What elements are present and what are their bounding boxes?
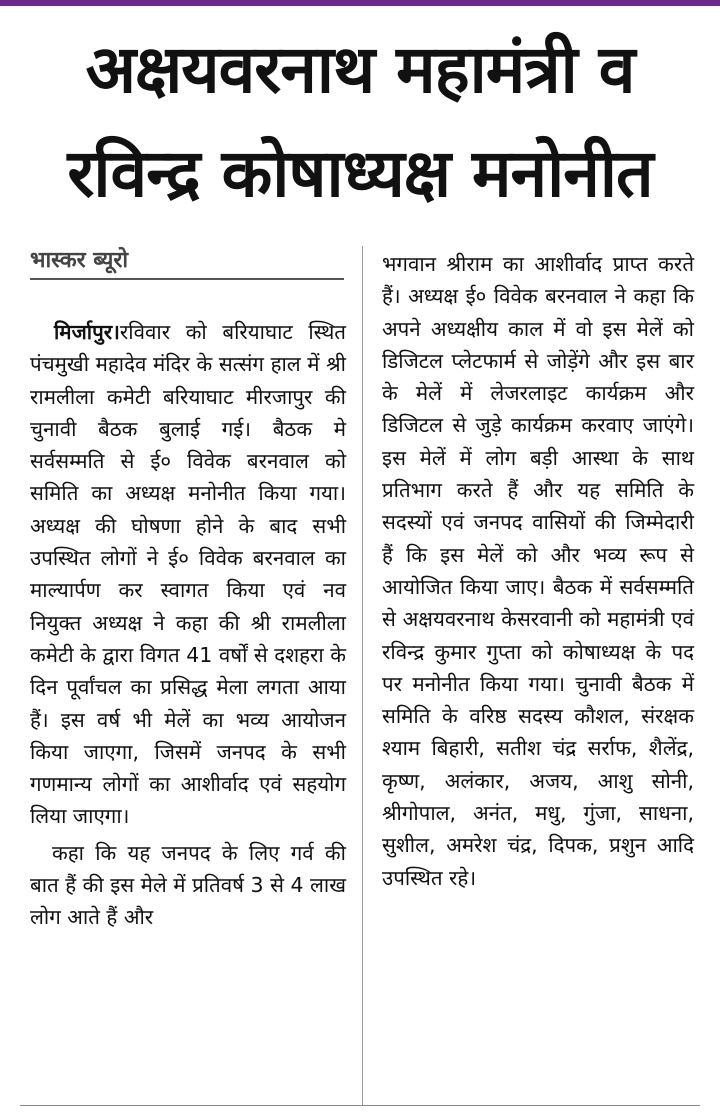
dateline: मिर्जापुर।: [54, 320, 120, 344]
right-column-text: भगवान श्रीराम का आशीर्वाद प्राप्त करते हैं। अध्यक्ष ई० विवेक बरनवाल ने कहा कि अपने अध्यक्षीय काल में वो इस मेलें को डिजिटल प्लेटफार्म से जोड़ेंगे और इस बार के मेलें में लेजरलाइट कार्यक्रम और डिजिटल से जुड़े कार्यक्रम करवाए जाएंगे। इस मेलें में लोग बड़ी आस्था के साथ प्रतिभाग करते हैं और यह समिति के सदस्यों एवं जनपद वासियों की जिम्मेदारी हैं कि इस मेलें को और भव्य रूप से आयोजित किया जाए। बैठक में सर्वसम्मति से अक्षयवरनाथ केसरवानी को महामंत्री एवं रविन्द्र कुमार गुप्ता को कोषाध्यक्ष के पद पर मनोनीत किया गया। चुनावी बैठक में समिति के वरिष्ठ सदस्य कौशल, संरक्षक श्याम बिहारी, सतीश चंद्र सर्राफ, शैलेंद्र, कृष्ण, अलंकार, अजय, आशु सोनी, श्रीगोपाल, अनंत, मधु, गुंजा, साधना, सुशील, अमरेश चंद्र, दिपक, प्रशुन आदि उपस्थित रहे।: [382, 252, 694, 890]
headline-line-1: अक्षयवरनाथ महामंत्री व: [85, 31, 635, 108]
lead-text: रविवार को बरियाघाट स्थित पंचमुखी महादेव मंदिर के सत्संग हाल में श्री रामलीला कमेटी बरियाघाट मीरजापुर की चुनावी बैठक बुलाई गई। बैठक मे सर्वसम्मति से ई० विवेक बरनवाल को समिति का अध्यक्ष मनोनीत किया गया। अध्यक्ष की घोषणा होने के बाद सभी उपस्थित लोगों ने ई० विवेक बरनवाल का माल्यार्पण कर स्वागत किया एवं नव नियुक्त अध्यक्ष ने कहा की श्री रामलीला कमेटी के द्वारा विगत 41 वर्षों से दशहरा के दिन पूर्वांचल का प्रसिद्ध मेला लगता आया हैं। इस वर्ष भी मेलें का भव्य आयोजन किया जाएगा, जिसमें जनपद के सभी गणमान्य लोगों का आशीर्वाद एवं सहयोग लिया जाएगा।: [30, 320, 346, 829]
article-column-right: [382, 248, 694, 894]
column-divider: [362, 246, 363, 1106]
article-column-left: [30, 316, 346, 934]
byline: भास्कर ब्यूरो: [30, 244, 344, 280]
lead-paragraph: [30, 316, 346, 833]
second-paragraph: कहा कि यह जनपद के लिए गर्व की बात हैं की इस मेले में प्रतिवर्ष 3 से 4 लाख लोग आते हैं और: [30, 840, 346, 930]
bottom-rule: [20, 1105, 700, 1106]
headline-line-2: रविन्द्र कोषाध्यक्ष मनोनीत: [67, 135, 653, 212]
